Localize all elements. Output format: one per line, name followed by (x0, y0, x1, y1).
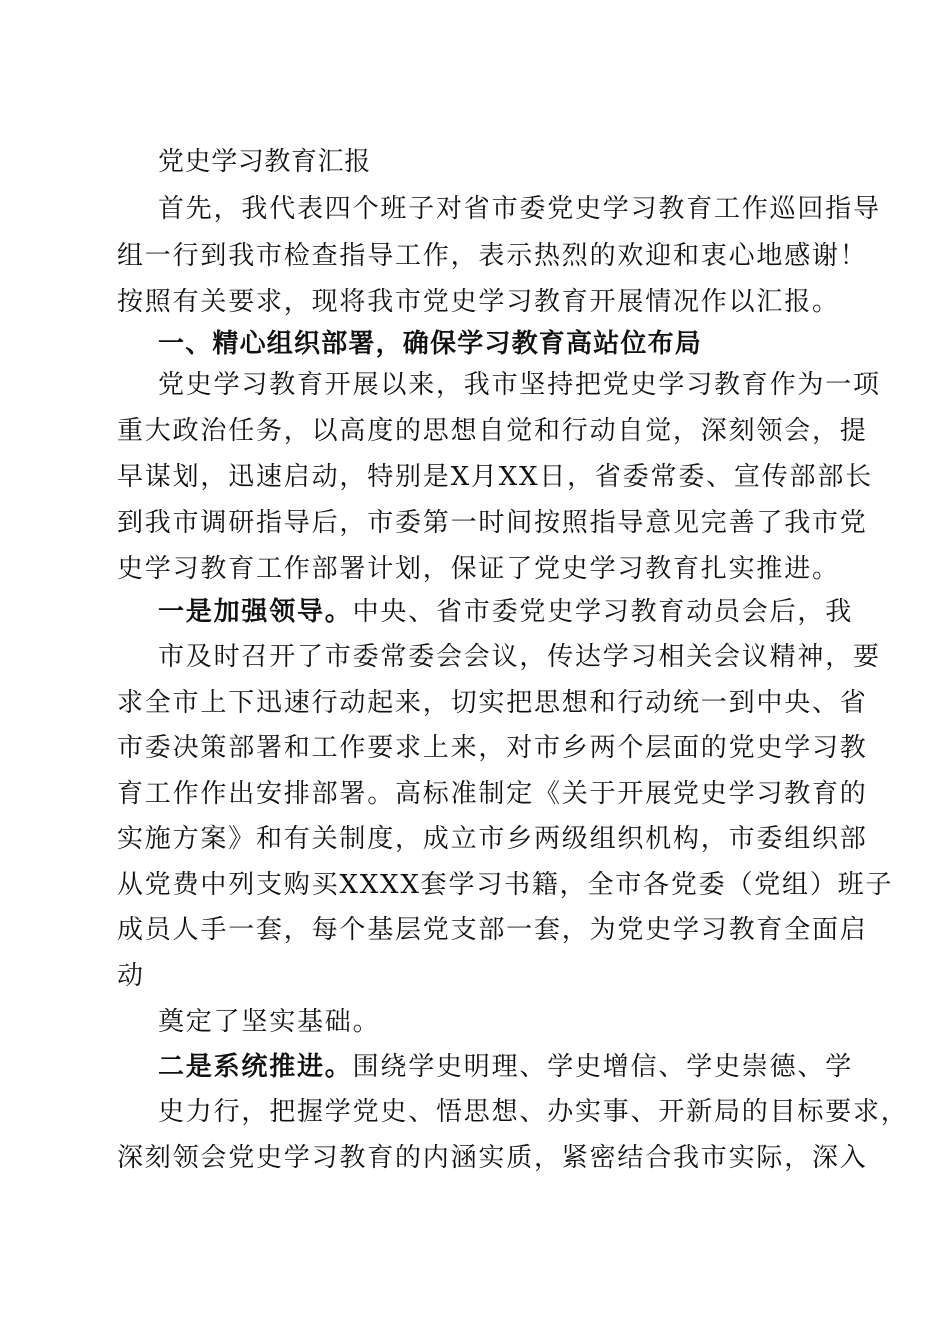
document-title: 党史学习教育汇报 (158, 147, 371, 177)
paragraph-line: 动 (117, 961, 145, 991)
intro-line: 首先，我代表四个班子对省市委党史学习教育工作巡回指导 (158, 194, 881, 224)
paragraph-line: 到我市调研指导后，市委第一时间按照指导意见完善了我市党 (117, 508, 868, 538)
paragraph-line: 求全市上下迅速行动起来，切实把思想和行动统一到中央、省 (117, 688, 868, 718)
item-text: 中央、省市委党史学习教育动员会后，我 (352, 597, 854, 627)
item-lead: 二是系统推进。 (158, 1052, 353, 1082)
paragraph-line: 史学习教育工作部署计划，保证了党史学习教育扎实推进。 (117, 554, 840, 584)
paragraph-line: 重大政治任务，以高度的思想自觉和行动自觉，深刻领会，提 (117, 416, 868, 446)
paragraph-line: 奠定了坚实基础。 (158, 1007, 381, 1037)
item-text: 围绕学史明理、学史增信、学史崇德、学 (352, 1052, 854, 1082)
intro-line: 按照有关要求，现将我市党史学习教育开展情况作以汇报。 (117, 287, 840, 317)
paragraph-line: 党史学习教育开展以来，我市坚持把党史学习教育作为一项 (158, 370, 881, 400)
paragraph-line: 市及时召开了市委常委会会议，传达学习相关会议精神，要 (158, 642, 881, 672)
paragraph-line: 成员人手一套，每个基层党支部一套，为党史学习教育全面启 (117, 915, 868, 945)
paragraph-line: 育工作作出安排部署。高标准制定《关于开展党史学习教育的 (117, 779, 868, 809)
intro-line: 组一行到我市检查指导工作，表示热烈的欢迎和衷心地感谢！ (117, 241, 868, 271)
item-first-line (158, 595, 853, 629)
paragraph-line: 早谋划，迅速启动，特别是X月XX日，省委常委、宣传部部长 (117, 462, 873, 492)
paragraph-line: 实施方案》和有关制度，成立市乡两级组织机构，市委组织部 (117, 824, 868, 854)
paragraph-line: 市委决策部署和工作要求上来，对市乡两个层面的党史学习教 (117, 733, 868, 763)
paragraph-line: 深刻领会党史学习教育的内涵实质，紧密结合我市实际，深入 (117, 1143, 868, 1173)
paragraph-line: 从党费中列支购买XXXX套学习书籍，全市各党委（党组）班子 (117, 870, 894, 900)
item-first-line (158, 1050, 853, 1084)
paragraph-line: 史力行，把握学党史、悟思想、办实事、开新局的目标要求， (158, 1097, 909, 1127)
item-lead: 一是加强领导。 (158, 597, 353, 627)
section-heading: 一、精心组织部署，确保学习教育高站位布局 (158, 329, 703, 359)
